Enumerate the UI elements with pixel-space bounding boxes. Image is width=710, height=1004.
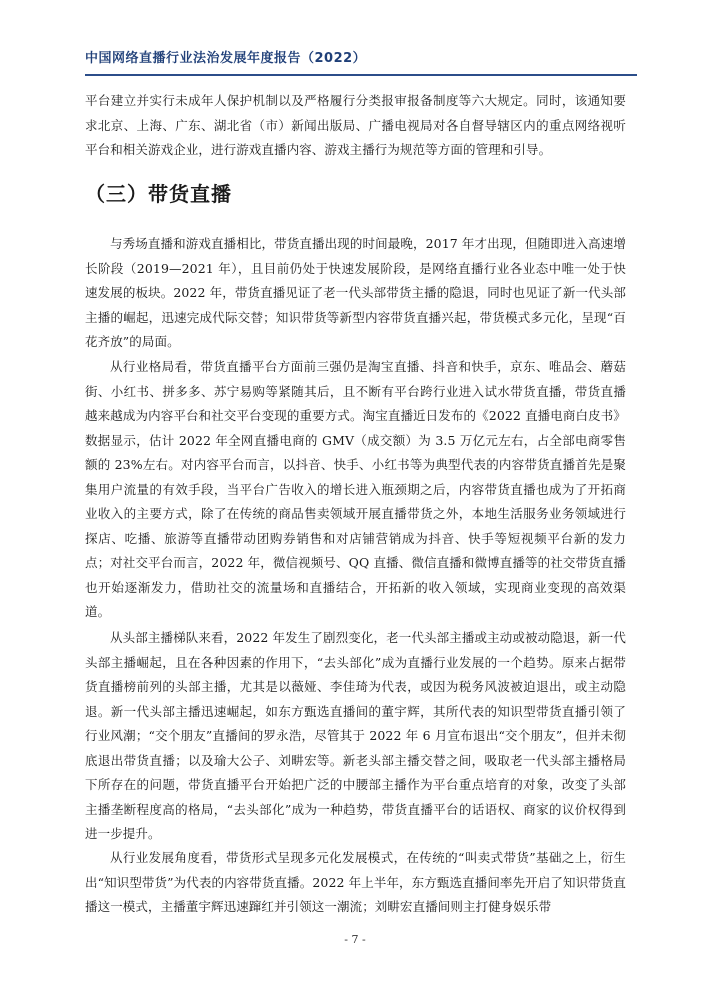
section-heading: （三）带货直播 [85,182,232,206]
paragraph-development: 从行业发展角度看，带货形式呈现多元化发展模式，在传统的“叫卖式带货”基础之上，衍生出“知识型带货”为代表的内容带货直播。2022 年上半年，东方甄选直播间率先开启了知识带货直播这一模式，主播董宇辉迅速蹿红并引领这一潮流；刘畊宏直播间则主打健身娱乐带 [85,850,626,914]
paragraph-intro: 与秀场直播和游戏直播相比，带货直播出现的时间最晚，2017 年才出现，但随即进入高速增长阶段（2019—2021 年），且目前仍处于快速发展阶段，是网络直播行业各业态中唯一处于快速发展的板块。2022 年，带货直播见证了老一代头部带货主播的隐退，同时也见证了新一代头部主播的崛起，迅速完成代际交替；知识带货等新型内容带货直播兴起，带货模式多元化，呈现“百花齐放”的局面。 [85,236,626,349]
running-header [85,47,625,76]
page-number: - 7 - [344,933,366,946]
header-divider [85,74,637,76]
report-title: 中国网络直播行业法治发展年度报告（2022） [85,51,367,66]
paragraph-industry-landscape: 从行业格局看，带货直播平台方面前三强仍是淘宝直播、抖音和快手，京东、唯品会、蘑菇街、小红书、拼多多、苏宁易购等紧随其后，且不断有平台跨行业进入试水带货直播，带货直播越来越成为内容平台和社交平台变现的重要方式。淘宝直播近日发布的《2022 直播电商白皮书》数据显示，估计 2022 年全网直播电商的 GMV（成交额）为 3.5 万亿元左右，占全部电商零售额的 23%左右。对内容平台而言，以抖音、快手、小红书等为典型代表的内容带货直播首先是聚集用户流量的有效手段，当平台广告收入的增长进入瓶颈期之后，内容带货直播也成为了开拓商业收入的主要方式，除了在传统的商品售卖领域开展直播带货之外，本地生活服务业务领域进行探店、吃播、旅游等直播带动团购券销售和对店铺营销成为抖音、快手等短视频平台新的发力点；对社交平台而言，2022 年，微信视频号、QQ 直播、微信直播和微博直播等的社交带货直播也开始逐渐发力，借助社交的流量场和直播结合，开拓新的收入领域，实现商业变现的高效渠道。 [85,359,626,619]
paragraph-top-anchors: 从头部主播梯队来看，2022 年发生了剧烈变化，老一代头部主播或主动或被动隐退，新一代头部主播崛起，且在各种因素的作用下，“去头部化”成为直播行业发展的一个趋势。原来占据带货直播榜前列的头部主播，尤其是以薇娅、李佳琦为代表，或因为税务风波被迫退出，或主动隐退。新一代头部主播迅速崛起，如东方甄选直播间的董宇辉，其所代表的知识型带货直播引领了行业风潮；“交个朋友”直播间的罗永浩，尽管其于 2022 年 6 月宣布退出“交个朋友”，但并未彻底退出带货直播；以及瑜大公子、刘畊宏等。新老头部主播交替之间，吸取老一代头部主播格局下所存在的问题，带货直播平台开始把广泛的中腰部主播作为平台重点培育的对象，改变了头部主播垄断程度高的格局，“去头部化”成为一种趋势，带货直播平台的话语权、商家的议价权得到进一步提升。 [85,630,626,841]
paragraph-continued: 平台建立并实行未成年人保护机制以及严格履行分类报审报备制度等六大规定。同时，该通知要求北京、上海、广东、湖北省（市）新闻出版局、广播电视局对各自督导辖区内的重点网络视听平台和相关游戏企业，进行游戏直播内容、游戏主播行为规范等方面的管理和引导。 [85,93,626,157]
